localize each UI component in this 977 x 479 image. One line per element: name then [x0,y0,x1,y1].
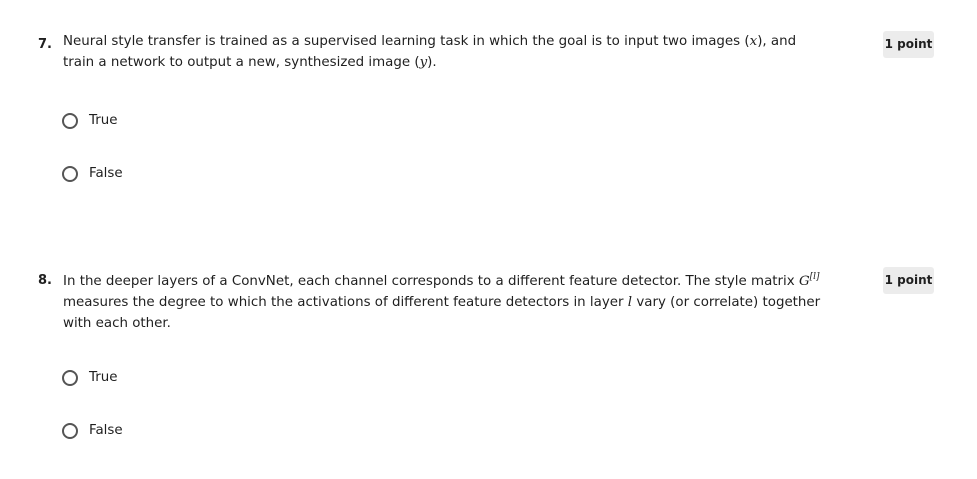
points-badge: 1 point [883,31,934,58]
radio-button[interactable] [62,423,78,439]
math-G: G [798,274,810,289]
radio-button[interactable] [62,113,78,129]
option-true[interactable] [62,367,117,389]
option-false[interactable] [62,420,123,442]
option-label: True [89,370,118,385]
radio-button[interactable] [62,166,78,182]
question-number: 8. [38,273,52,288]
radio-button[interactable] [62,370,78,386]
option-label: False [89,166,123,181]
points-badge: 1 point [883,267,934,294]
question-text: In the deeper layers of a ConvNet, each channel corresponds to a different feature detector. The style matrix G[l] measures the degree to which the activations of different feature detectors in layer l vary (or correlate) together with each other. [63,272,821,331]
math-x: x [749,34,758,49]
question-number: 7. [38,37,52,52]
math-l: l [627,295,633,310]
option-label: False [89,423,123,438]
math-y: y [419,55,428,70]
option-true[interactable] [62,110,117,132]
math-superscript: [l] [809,272,820,282]
question-text: Neural style transfer is trained as a supervised learning task in which the goal is to input two images (x), and train a network to output a new, synthesized image (y). [63,34,797,70]
option-false[interactable] [62,163,123,185]
option-label: True [89,113,118,128]
